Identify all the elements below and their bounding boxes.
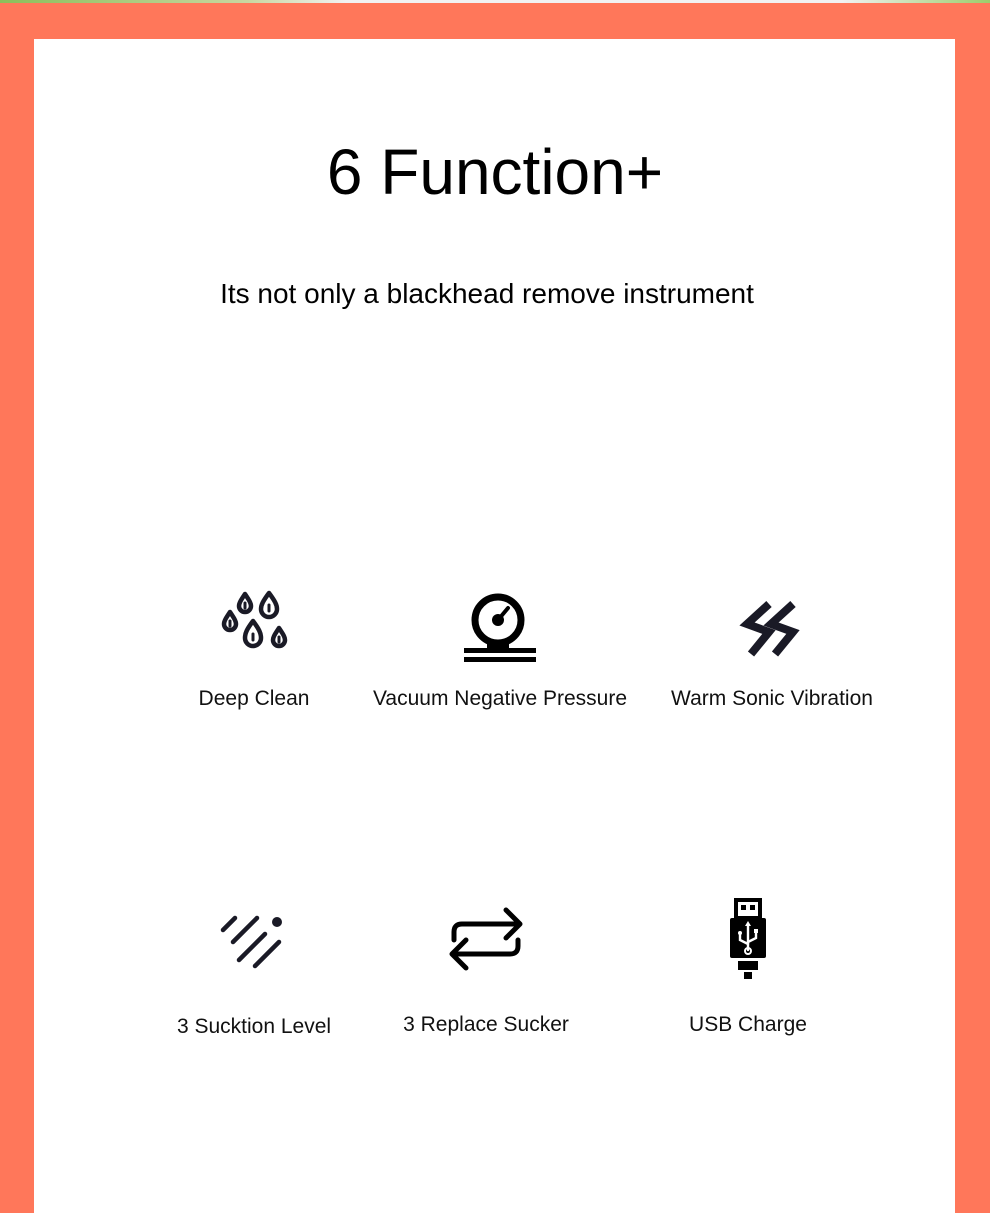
feature-label: Warm Sonic Vibration xyxy=(671,687,873,710)
page-subtitle: Its not only a blackhead remove instrument xyxy=(220,278,754,309)
feature-label: Deep Clean xyxy=(198,687,310,710)
swap-arrows-icon xyxy=(446,904,526,974)
feature-label: Vacuum Negative Pressure xyxy=(372,687,628,710)
feature-label: 3 Sucktion Level xyxy=(176,1015,332,1038)
page-title: 6 Function+ xyxy=(326,136,664,208)
feature-usb-charge xyxy=(598,898,898,1038)
sonic-zigzag-icon xyxy=(739,598,805,660)
suction-lines-icon xyxy=(219,912,289,972)
feature-label: USB Charge xyxy=(689,1013,807,1036)
usb-plug-icon xyxy=(728,898,768,980)
feature-3-replace-sucker xyxy=(336,904,636,1044)
water-drops-icon xyxy=(219,590,289,656)
top-decorative-strip xyxy=(0,0,990,3)
feature-warm-sonic-vibration xyxy=(622,590,922,730)
feature-vacuum-negative-pressure xyxy=(350,590,650,730)
pressure-gauge-icon xyxy=(462,590,538,664)
feature-label: 3 Replace Sucker xyxy=(403,1013,569,1036)
